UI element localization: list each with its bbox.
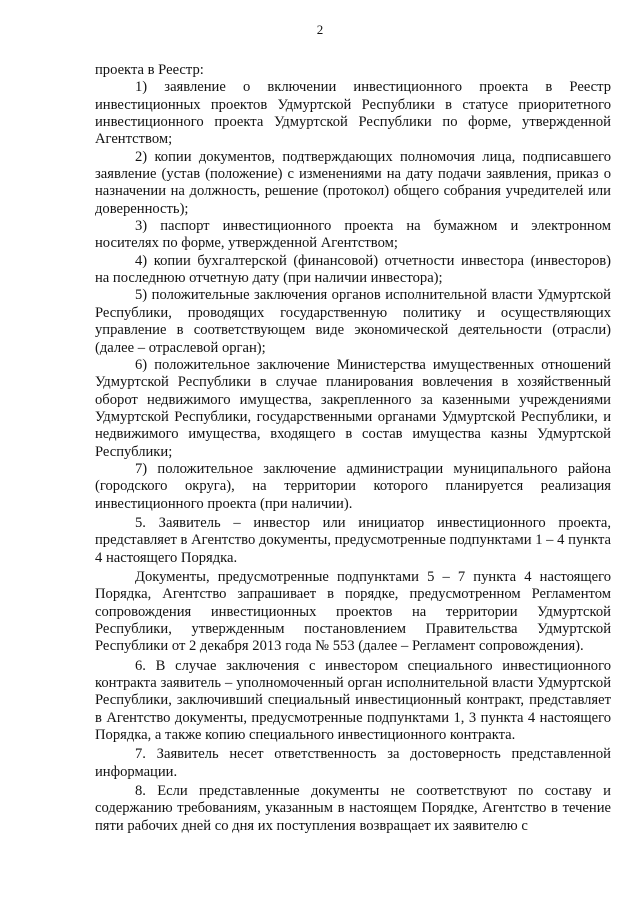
paragraph-lead: проекта в Реестр: <box>95 62 204 78</box>
paragraph-clause-5: 5. Заявитель – инвестор или инициатор инвестиционного проекта, представляет в Агентство документы, предусмотренные подпунктами 1 – 4 пункта 4 настоящего Порядка. <box>95 514 611 566</box>
paragraph-item-4: 4) копии бухгалтерской (финансовой) отчетности инвестора (инвесторов) на последнюю отчетную дату (при наличии инвестора); <box>95 252 611 287</box>
paragraph-item-3: 3) паспорт инвестиционного проекта на бумажном и электронном носителях по форме, утвержденной Агентством; <box>95 218 611 252</box>
paragraph-item-5: 5) положительные заключения органов исполнительной власти Удмуртской Республики, проводящих государственную политику и осуществляющих управление в соответствующем виде экономической деятельности (отрасли) (далее – отраслевой орган); <box>95 287 611 356</box>
page-number: 2 <box>316 22 324 37</box>
paragraph-item-7: 7) положительное заключение администрации муниципального района (городского округа), на территории которого планируется реализация инвестиционного проекта (при наличии). <box>95 460 611 512</box>
paragraph-clause-8: 8. Если представленные документы не соответствуют по составу и содержанию требованиям, указанным в настоящем Порядке, Агентство в течение пяти рабочих дней со дня их поступления возвращает их заявителю с <box>95 783 611 834</box>
paragraph-clause-7: 7. Заявитель несет ответственность за достоверность представленной информации. <box>95 746 611 780</box>
paragraph-item-6: 6) положительное заключение Министерства имущественных отношений Удмуртской Республики в случае планирования вовлечения в хозяйственный оборот недвижимого имущества, закрепленного за казенными учреждениями Удмуртской Республики, государственными органами Удмуртской Республики, и недвижимого имущества, входящего в состав имущества казны Удмуртской Республики; <box>95 356 611 460</box>
paragraph-item-2: 2) копии документов, подтверждающих полномочия лица, подписавшего заявление (устав (положение) с изменениями на дату подачи заявления, приказ о назначении на должность, решение (протокол) общего собрания учредителей или доверенность); <box>95 148 611 217</box>
paragraph-clause-6: 6. В случае заключения с инвестором специального инвестиционного контракта заявитель – уполномоченный орган исполнительной власти Удмуртской Республики, заключивший специальный инвестиционный контракт, представляет в Агентство документы, предусмотренные подпунктами 1, 3 пункта 4 настоящего Порядка, а также копию специального инвестиционного контракта. <box>95 657 611 744</box>
paragraph-clause-5-documents: Документы, предусмотренные подпунктами 5 – 7 пункта 4 настоящего Порядка, Агентство запрашивает в порядке, предусмотренном Регламентом сопровождения инвестиционных проектов на территории Удмуртской Республики, утвержденным постановлением Правительства Удмуртской Республики от 2 декабря 2013 года № 553 (далее – Регламент сопровождения). <box>95 568 611 655</box>
paragraph-item-1: 1) заявление о включении инвестиционного проекта в Реестр инвестиционных проектов Удмуртской Республики в статусе приоритетного инвестиционного проекта Удмуртской Республики по форме, утвержденной Агентством; <box>95 79 611 148</box>
document-body <box>95 62 611 835</box>
